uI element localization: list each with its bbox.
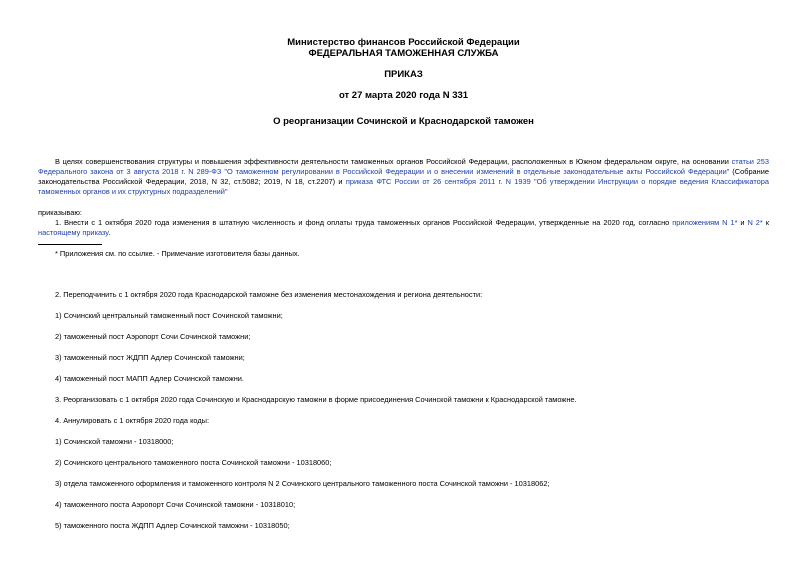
paragraph-item-4-1: 1) Сочинской таможни - 10318000; bbox=[55, 437, 174, 446]
paragraph-item-4-4: 4) таможенного поста Аэропорт Сочи Сочинской таможни - 10318010; bbox=[55, 500, 296, 509]
item-1-text-3: к bbox=[762, 218, 769, 227]
paragraph-item-2: 2. Переподчинить с 1 октября 2020 года Краснодарской таможне без изменения местонахождения и региона деятельности: bbox=[55, 290, 483, 299]
order-word: приказываю: bbox=[38, 208, 82, 217]
footnote-divider bbox=[38, 244, 102, 245]
item-1-paragraph bbox=[38, 218, 769, 238]
item-1-text-1: 1. Внести с 1 октября 2020 года изменения в штатную численность и фонд оплаты труда таможенных органов Российской Федерации, утвержденные на 2020 год, согласно bbox=[55, 218, 673, 227]
preamble-text-1: В целях совершенствования структуры и повышения эффективности деятельности таможенных органов Российской Федерации, расположенных в Южном федеральном округе, на основании bbox=[55, 157, 732, 166]
footnote-text: * Приложения см. по ссылке. - Примечание изготовителя базы данных. bbox=[55, 249, 300, 258]
law-article-link[interactable]: статьи 253 Федерального закона от 3 августа 2018 г. N 289-ФЗ "О таможенном регулировании в Российской Федерации и о внесении изменений в отдельные законодательные акты Российской Федерации" bbox=[38, 157, 769, 176]
paragraph-item-4-3: 3) отдела таможенного оформления и таможенного контроля N 2 Сочинского центрального таможенного поста Сочинской таможни - 10318062; bbox=[55, 479, 550, 488]
service-name: ФЕДЕРАЛЬНАЯ ТАМОЖЕННАЯ СЛУЖБА bbox=[308, 48, 499, 59]
ministry-name: Министерство финансов Российской Федерации bbox=[287, 37, 520, 48]
paragraph-item-3: 3. Реорганизовать с 1 октября 2020 года Сочинскую и Краснодарскую таможни в форме присоединения Сочинской таможни к Краснодарской таможне. bbox=[55, 395, 577, 404]
item-1-text-4: . bbox=[108, 228, 111, 237]
document-date-number: от 27 марта 2020 года N 331 bbox=[338, 90, 469, 101]
document-title: О реорганизации Сочинской и Краснодарской таможен bbox=[273, 116, 534, 127]
paragraph-item-2-4: 4) таможенный пост МАПП Адлер Сочинской таможни. bbox=[55, 374, 244, 383]
this-order-link[interactable]: настоящему приказу bbox=[38, 228, 109, 237]
fts-order-link[interactable]: приказа ФТС России от 26 сентября 2011 г. N 1939 "Об утверждении Инструкции о порядке ведения Классификатора таможенных органов и их структурных подразделений" bbox=[38, 177, 769, 196]
preamble-text-2: (Собрание законодательства Российской Федерации, 2018, N 32, ст.5082; 2019, N 18, ст.2207) и bbox=[38, 167, 769, 186]
paragraph-item-4-5: 5) таможенного поста ЖДПП Адлер Сочинской таможни - 10318050; bbox=[55, 521, 290, 530]
document-type: ПРИКАЗ bbox=[384, 69, 423, 80]
paragraph-item-2-1: 1) Сочинский центральный таможенный пост Сочинской таможни; bbox=[55, 311, 283, 320]
appendix-1-link[interactable]: приложениям N 1* bbox=[672, 218, 738, 227]
paragraph-item-4: 4. Аннулировать с 1 октября 2020 года коды: bbox=[55, 416, 210, 425]
paragraph-item-2-3: 3) таможенный пост ЖДПП Адлер Сочинской таможни; bbox=[55, 353, 245, 362]
appendix-2-link[interactable]: N 2* bbox=[747, 218, 763, 227]
preamble-paragraph bbox=[38, 157, 769, 197]
paragraph-item-2-2: 2) таможенный пост Аэропорт Сочи Сочинской таможни; bbox=[55, 332, 251, 341]
item-1-text-2: и bbox=[737, 218, 748, 227]
paragraph-item-4-2: 2) Сочинского центрального таможенного поста Сочинской таможни - 10318060; bbox=[55, 458, 332, 467]
